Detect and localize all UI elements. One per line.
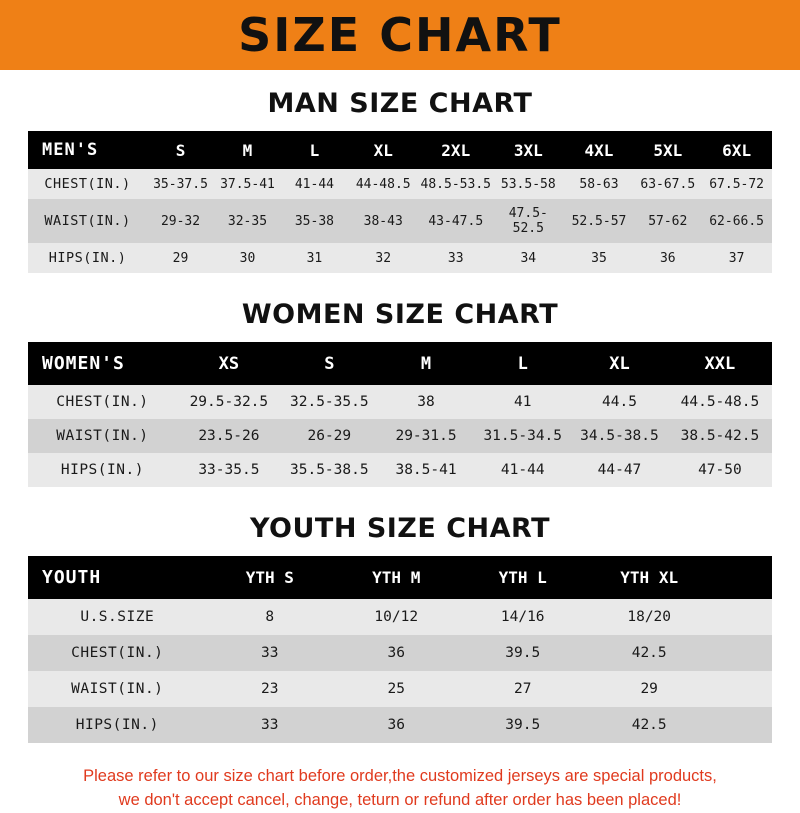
table-cell: 29 — [147, 243, 214, 273]
women-header-cell: S — [281, 342, 378, 385]
table-cell: 35-37.5 — [147, 169, 214, 199]
table-cell: 36 — [333, 635, 459, 671]
man-header-cell: XL — [348, 131, 419, 169]
page-banner — [22, 0, 778, 70]
table-cell: 57-62 — [634, 199, 701, 243]
table-row — [28, 419, 772, 453]
youth-header-cell: YTH L — [459, 556, 585, 599]
table-cell: 29-32 — [147, 199, 214, 243]
table-cell: 52.5-57 — [564, 199, 635, 243]
table-row — [28, 599, 772, 635]
table-cell: 58-63 — [564, 169, 635, 199]
youth-header-cell: YTH XL — [586, 556, 712, 599]
table-cell: 35-38 — [281, 199, 348, 243]
table-cell: 44.5 — [571, 385, 668, 419]
table-cell: 47.5-52.5 — [493, 199, 564, 243]
table-cell: 33 — [207, 635, 333, 671]
man-header-cell: M — [214, 131, 281, 169]
row-label: WAIST(IN.) — [28, 199, 147, 243]
youth-header-cell: YTH M — [333, 556, 459, 599]
women-header-cell: XXL — [668, 342, 772, 385]
row-label: U.S.SIZE — [28, 599, 207, 635]
table-cell: 32.5-35.5 — [281, 385, 378, 419]
table-cell: 62-66.5 — [701, 199, 772, 243]
table-cell: 31.5-34.5 — [474, 419, 571, 453]
table-cell: 8 — [207, 599, 333, 635]
table-cell: 42.5 — [586, 707, 712, 743]
table-cell: 34 — [493, 243, 564, 273]
table-row — [28, 243, 772, 273]
table-cell: 36 — [333, 707, 459, 743]
man-header-cell: 4XL — [564, 131, 635, 169]
table-row — [28, 169, 772, 199]
footer-line-1: Please refer to our size chart before order,the customized jerseys are special products, — [83, 767, 717, 785]
youth-header-cell: YTH S — [207, 556, 333, 599]
man-header-cell: S — [147, 131, 214, 169]
page-title: SIZE CHART — [238, 8, 562, 62]
table-header-row — [28, 342, 772, 385]
man-section-title: MAN SIZE CHART — [267, 88, 533, 119]
table-cell: 32 — [348, 243, 419, 273]
footer-disclaimer — [28, 765, 772, 813]
women-header-cell: XL — [571, 342, 668, 385]
table-cell: 38-43 — [348, 199, 419, 243]
table-cell: 43-47.5 — [419, 199, 493, 243]
table-cell: 36 — [634, 243, 701, 273]
youth-size-table — [28, 556, 772, 743]
table-cell: 38.5-41 — [378, 453, 475, 487]
table-cell: 14/16 — [459, 599, 585, 635]
row-label: CHEST(IN.) — [28, 635, 207, 671]
table-cell: 44-47 — [571, 453, 668, 487]
table-cell: 38.5-42.5 — [668, 419, 772, 453]
table-cell: 33-35.5 — [177, 453, 281, 487]
man-header-cell: L — [281, 131, 348, 169]
row-label: HIPS(IN.) — [28, 243, 147, 273]
table-cell-spacer — [712, 671, 772, 707]
women-size-table — [28, 342, 772, 487]
footer-line-2: we don't accept cancel, change, teturn or refund after order has been placed! — [118, 790, 682, 809]
table-cell: 39.5 — [459, 707, 585, 743]
man-header-cell: 2XL — [419, 131, 493, 169]
table-cell: 41-44 — [281, 169, 348, 199]
table-row — [28, 385, 772, 419]
table-row — [28, 707, 772, 743]
table-cell: 41 — [474, 385, 571, 419]
youth-section-title: YOUTH SIZE CHART — [249, 513, 551, 544]
table-cell-spacer — [712, 707, 772, 743]
women-header-cell: WOMEN'S — [28, 342, 177, 385]
table-cell: 18/20 — [586, 599, 712, 635]
table-cell: 30 — [214, 243, 281, 273]
table-cell: 53.5-58 — [493, 169, 564, 199]
table-cell: 29-31.5 — [378, 419, 475, 453]
row-label: WAIST(IN.) — [28, 419, 177, 453]
table-cell: 31 — [281, 243, 348, 273]
table-cell-spacer — [712, 635, 772, 671]
table-cell: 26-29 — [281, 419, 378, 453]
table-cell: 29 — [586, 671, 712, 707]
table-cell: 27 — [459, 671, 585, 707]
table-cell: 47-50 — [668, 453, 772, 487]
table-cell: 35.5-38.5 — [281, 453, 378, 487]
table-cell: 44-48.5 — [348, 169, 419, 199]
table-cell: 10/12 — [333, 599, 459, 635]
table-cell: 32-35 — [214, 199, 281, 243]
youth-header-cell: YOUTH — [28, 556, 207, 599]
table-cell: 25 — [333, 671, 459, 707]
table-cell: 67.5-72 — [701, 169, 772, 199]
women-header-cell: M — [378, 342, 475, 385]
table-header-row — [28, 131, 772, 169]
table-cell: 48.5-53.5 — [419, 169, 493, 199]
table-header-row — [28, 556, 772, 599]
table-cell: 42.5 — [586, 635, 712, 671]
row-label: WAIST(IN.) — [28, 671, 207, 707]
table-cell: 37 — [701, 243, 772, 273]
man-header-cell: 3XL — [493, 131, 564, 169]
table-row — [28, 199, 772, 243]
row-label: CHEST(IN.) — [28, 385, 177, 419]
man-header-cell: 6XL — [701, 131, 772, 169]
table-cell: 33 — [419, 243, 493, 273]
table-row — [28, 635, 772, 671]
table-cell: 44.5-48.5 — [668, 385, 772, 419]
banner-right-accent — [778, 0, 800, 70]
table-cell: 29.5-32.5 — [177, 385, 281, 419]
table-cell: 33 — [207, 707, 333, 743]
table-cell: 34.5-38.5 — [571, 419, 668, 453]
table-cell-spacer — [712, 599, 772, 635]
women-header-cell: L — [474, 342, 571, 385]
table-cell: 37.5-41 — [214, 169, 281, 199]
man-size-table — [28, 131, 772, 273]
man-header-cell: MEN'S — [28, 131, 147, 169]
women-section-title: WOMEN SIZE CHART — [241, 299, 559, 330]
table-cell: 35 — [564, 243, 635, 273]
youth-header-spacer — [712, 556, 772, 599]
chart-content — [0, 70, 800, 809]
row-label: CHEST(IN.) — [28, 169, 147, 199]
table-row — [28, 453, 772, 487]
man-header-cell: 5XL — [634, 131, 701, 169]
table-cell: 39.5 — [459, 635, 585, 671]
banner-left-accent — [0, 0, 22, 70]
row-label: HIPS(IN.) — [28, 453, 177, 487]
table-cell: 23.5-26 — [177, 419, 281, 453]
row-label: HIPS(IN.) — [28, 707, 207, 743]
table-cell: 38 — [378, 385, 475, 419]
table-cell: 23 — [207, 671, 333, 707]
women-header-cell: XS — [177, 342, 281, 385]
table-row — [28, 671, 772, 707]
table-cell: 41-44 — [474, 453, 571, 487]
table-cell: 63-67.5 — [634, 169, 701, 199]
